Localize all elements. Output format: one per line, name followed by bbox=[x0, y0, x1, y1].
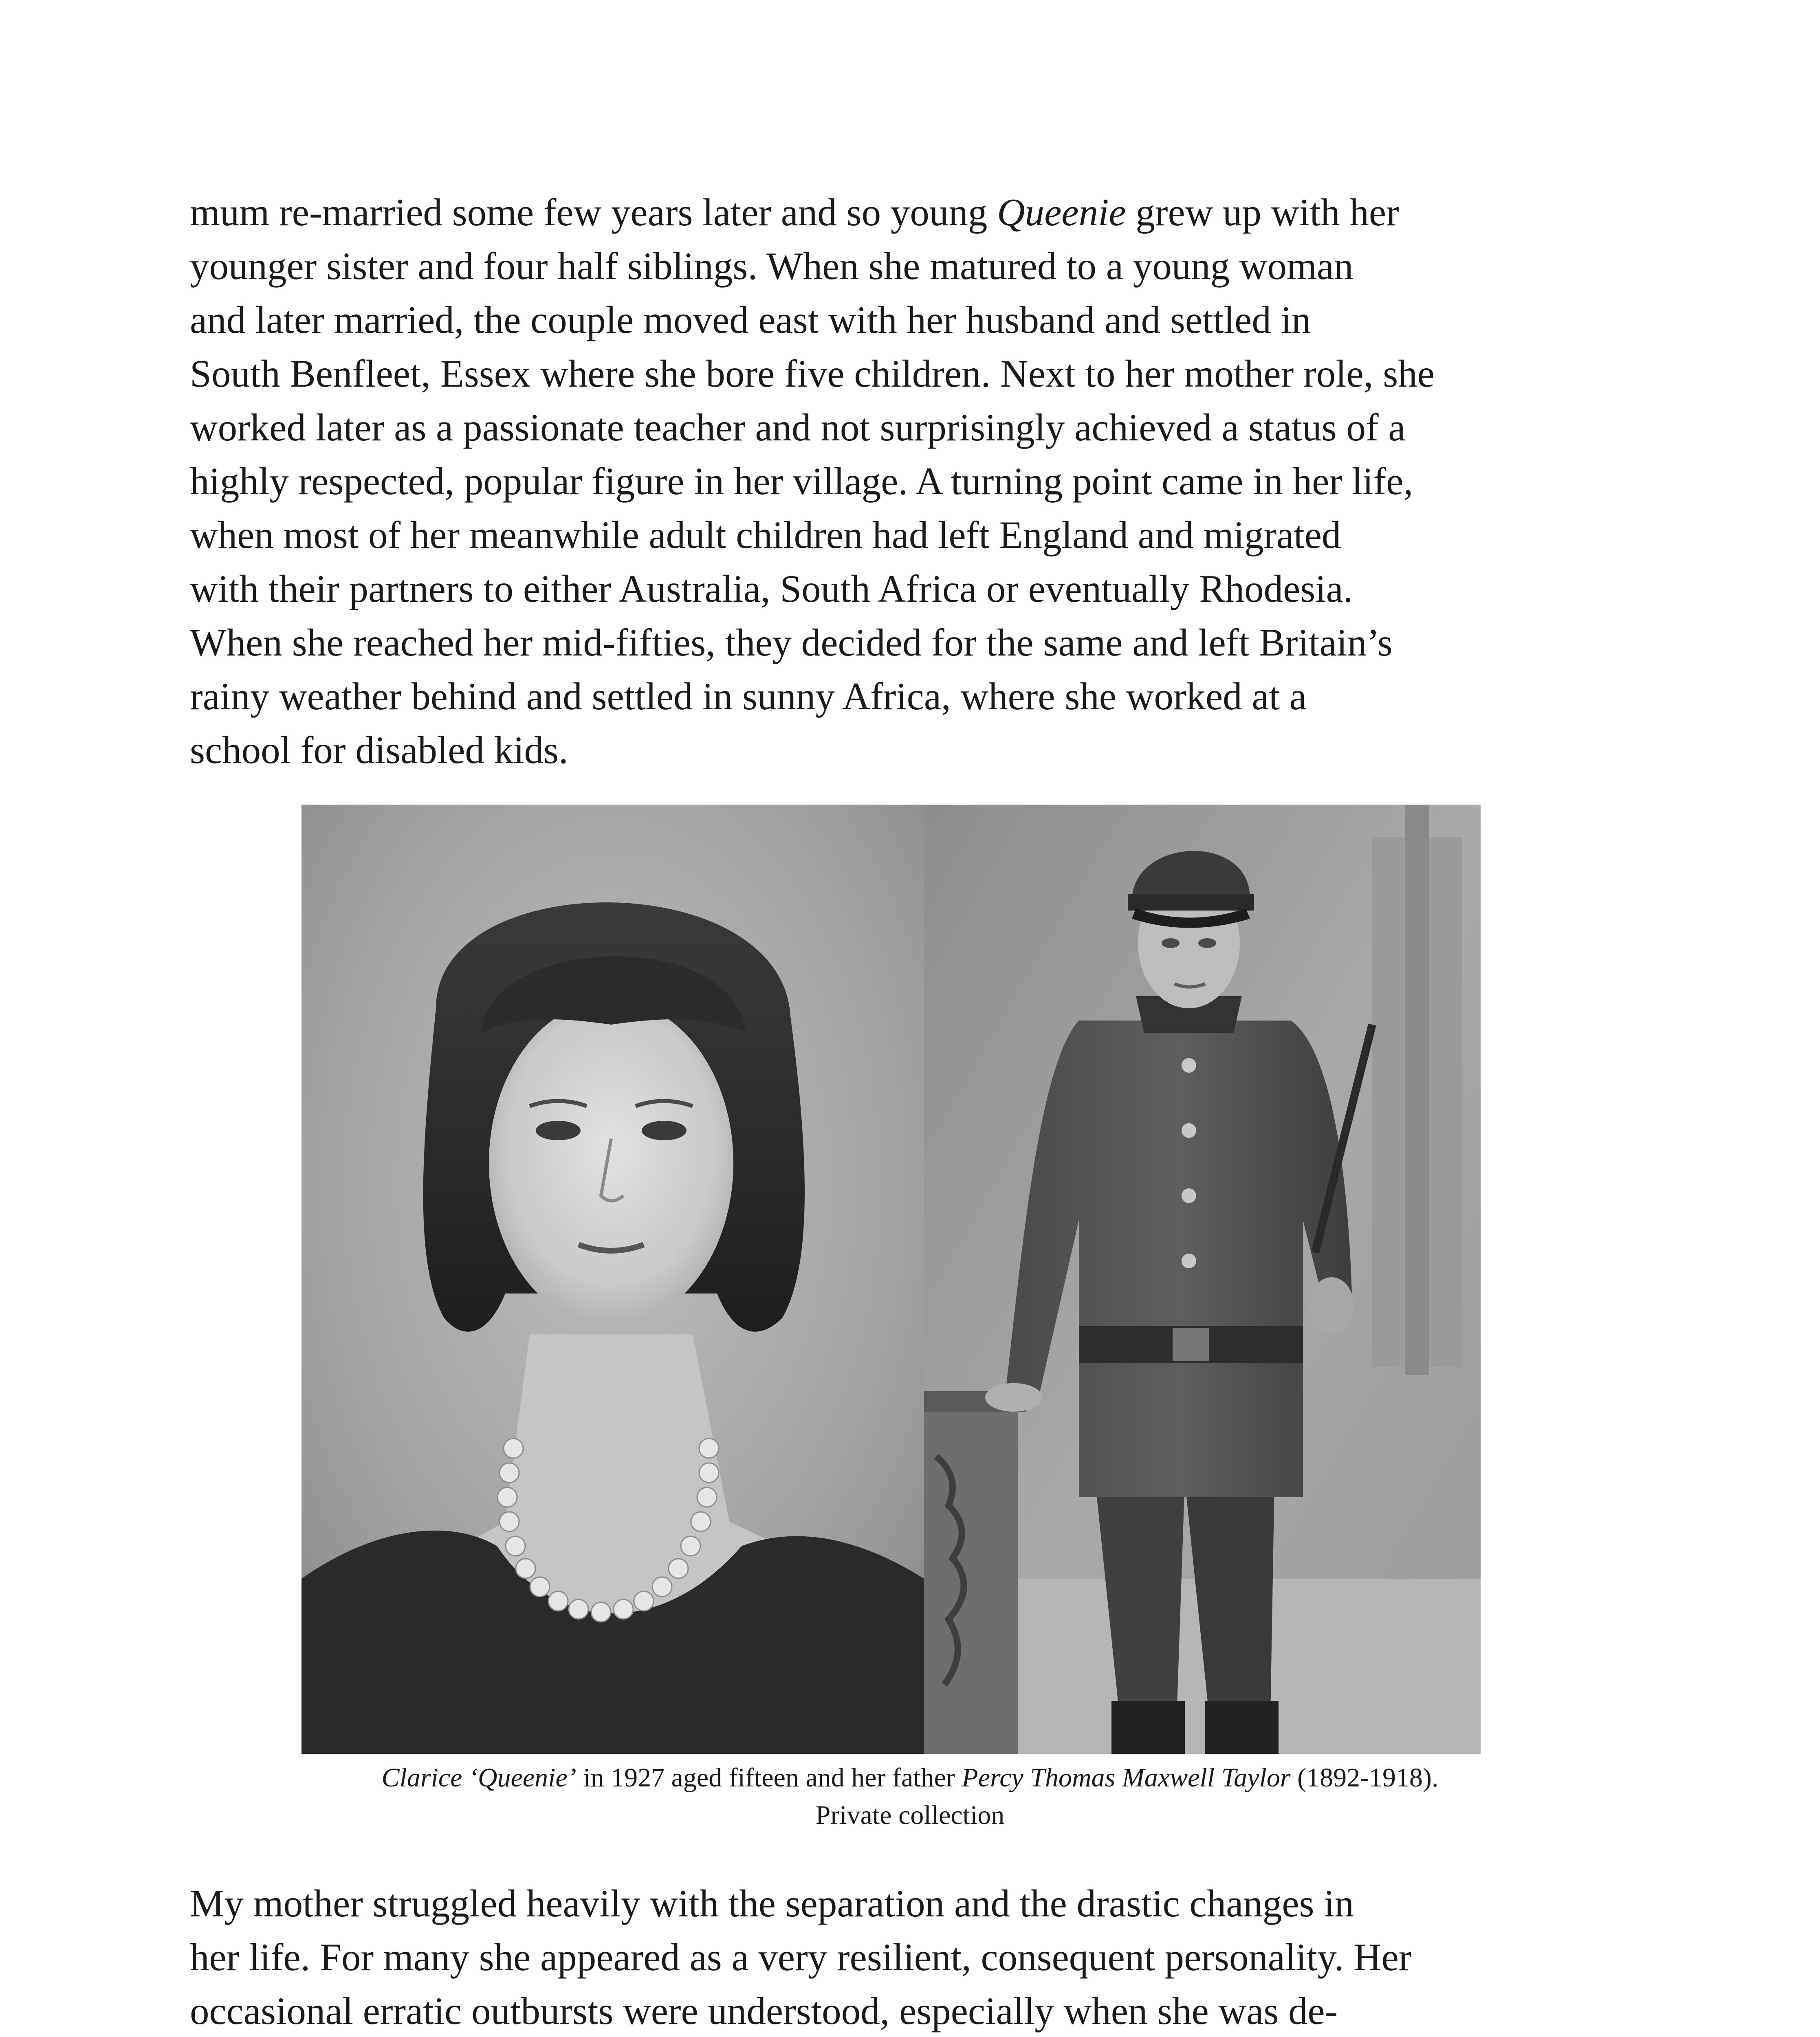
photo-caption bbox=[204, 1759, 1616, 1797]
text-line: worked later as a passionate teacher and not surprisingly achieved a status of a bbox=[190, 406, 1406, 449]
text-line: highly respected, popular figure in her village. A turning point came in her life, bbox=[190, 460, 1413, 503]
text-line: her life. For many she appeared as a very resilient, consequent personality. Her bbox=[190, 1936, 1412, 1979]
soldier-illustration bbox=[924, 805, 1481, 1754]
text-line: younger sister and four half siblings. When she matured to a young woman bbox=[190, 244, 1353, 288]
text-line: mum re-married some few years later and so young Queenie grew up with her bbox=[190, 191, 1399, 234]
italic-name-queenie: Queenie bbox=[997, 191, 1126, 234]
text-line: school for disabled kids. bbox=[190, 728, 568, 772]
portrait-woman-illustration bbox=[301, 805, 924, 1754]
caption-years: (1892-1918). bbox=[1290, 1763, 1439, 1793]
text-line: occasional erratic outbursts were understood, especially when she was de- bbox=[190, 1989, 1338, 2033]
text-line: rainy weather behind and settled in sunny Africa, where she worked at a bbox=[190, 675, 1307, 718]
portrait-photo-woman bbox=[301, 805, 924, 1754]
text-line: My mother struggled heavily with the separation and the drastic changes in bbox=[190, 1882, 1354, 1925]
text-line: when most of her meanwhile adult children had left England and migrated bbox=[190, 513, 1341, 557]
caption-name-father: Percy Thomas Maxwell Taylor bbox=[962, 1763, 1291, 1793]
text-line: and later married, the couple moved east with her husband and settled in bbox=[190, 298, 1311, 341]
text-line: When she reached her mid-fifties, they decided for the same and left Britain’s bbox=[190, 621, 1393, 664]
paragraph-2 bbox=[190, 1876, 1640, 2037]
paragraph-1 bbox=[190, 185, 1640, 777]
caption-text: in 1927 aged fifteen and her father bbox=[576, 1763, 962, 1793]
caption-name-queenie: Clarice ‘Queenie’ bbox=[381, 1763, 577, 1793]
text-line: with their partners to either Australia, South Africa or eventually Rhodesia. bbox=[190, 567, 1353, 610]
caption-credit: Private collection bbox=[815, 1800, 1005, 1830]
text-line: South Benfleet, Essex where she bore five children. Next to her mother role, she bbox=[190, 352, 1435, 395]
portrait-photo-soldier bbox=[924, 805, 1481, 1754]
